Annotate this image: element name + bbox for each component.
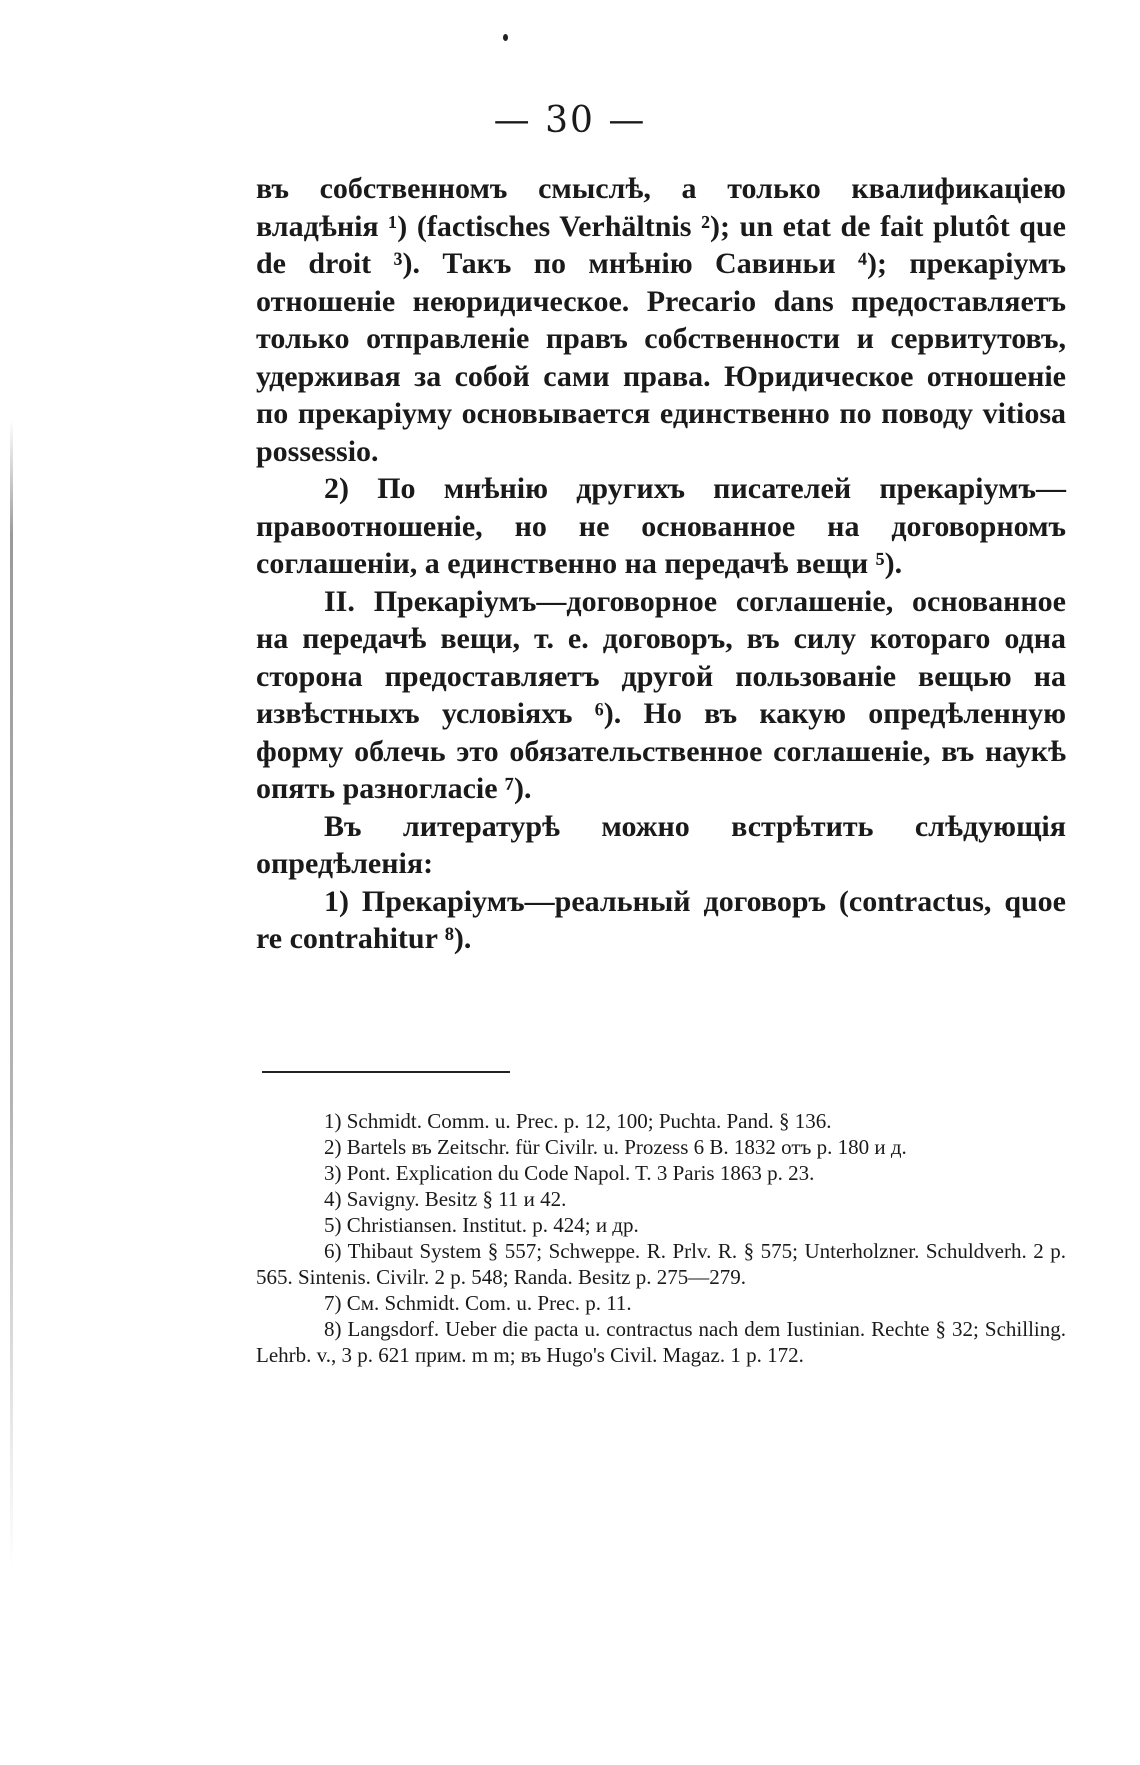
scan-shadow-edge [10, 420, 13, 1570]
footnote-separator [262, 1071, 510, 1073]
ink-speck [503, 34, 508, 41]
paragraph: II. Прекаріумъ—договорное соглашеніе, основанное на передачѣ вещи, т. е. договоръ, въ силу котораго одна сторона предоставляетъ другой пользованіе вещью на извѣстныхъ условіяхъ ⁶). Но въ какую опредѣленную форму облечь это обязательственное соглашеніе, въ наукѣ опять разногласіе ⁷). [256, 584, 1066, 805]
footnote: 5) Christiansen. Institut. p. 424; и др. [324, 1213, 639, 1237]
footnote: 4) Savigny. Besitz § 11 и 42. [324, 1187, 567, 1211]
page-number: — 30 — [493, 100, 647, 141]
footnote: 7) См. Schmidt. Com. u. Prec. p. 11. [324, 1291, 632, 1315]
paragraph: Въ литературѣ можно встрѣтить слѣдующія опредѣленія: [256, 809, 1066, 880]
footnote: 8) Langsdorf. Ueber die pacta u. contractus nach dem Iustinian. Rechte § 32; Schilling. Lehrb. v., 3 p. 621 прим. m m; въ Hugo's Civil. Magaz. 1 p. 172. [256, 1317, 1066, 1367]
footnotes [256, 1108, 1066, 1368]
footnote: 6) Thibaut System § 557; Schweppe. R. Prlv. R. § 575; Unterholzner. Schuldverh. 2 p. 565. Sintenis. Civilr. 2 p. 548; Randa. Besitz p. 275—279. [256, 1239, 1066, 1289]
paragraph: 2) По мнѣнію другихъ писателей прекаріумъ— правоотношеніе, но не основанное на договорномъ соглашеніи, а единственно на передачѣ вещи ⁵). [256, 472, 1066, 580]
footnote: 2) Bartels въ Zeitschr. für Civilr. u. Prozess 6 B. 1832 отъ p. 180 и д. [324, 1135, 907, 1159]
main-text [256, 170, 1066, 958]
paragraph: 1) Прекаріумъ—реальный договоръ (contractus, quoe re contrahitur ⁸). [256, 884, 1066, 955]
paragraph: въ собственномъ смыслѣ, а только квалификаціею владѣнія ¹) (factisches Verhältnis ²); un etat de fait plutôt que de droit ³). Такъ по мнѣнію Савиньи ⁴); прекаріумъ отношеніе неюридическое. Precario dans предоставляетъ только отправленіе правъ собственности и сервитутовъ, удерживая за собой сами права. Юридическое отношеніе по прекаріуму основывается единственно по поводу vitiosa possessio. [256, 172, 1066, 468]
footnote: 1) Schmidt. Comm. u. Prec. p. 12, 100; Puchta. Pand. § 136. [324, 1109, 832, 1133]
footnote: 3) Pont. Explication du Code Napol. T. 3 Paris 1863 p. 23. [324, 1161, 815, 1185]
